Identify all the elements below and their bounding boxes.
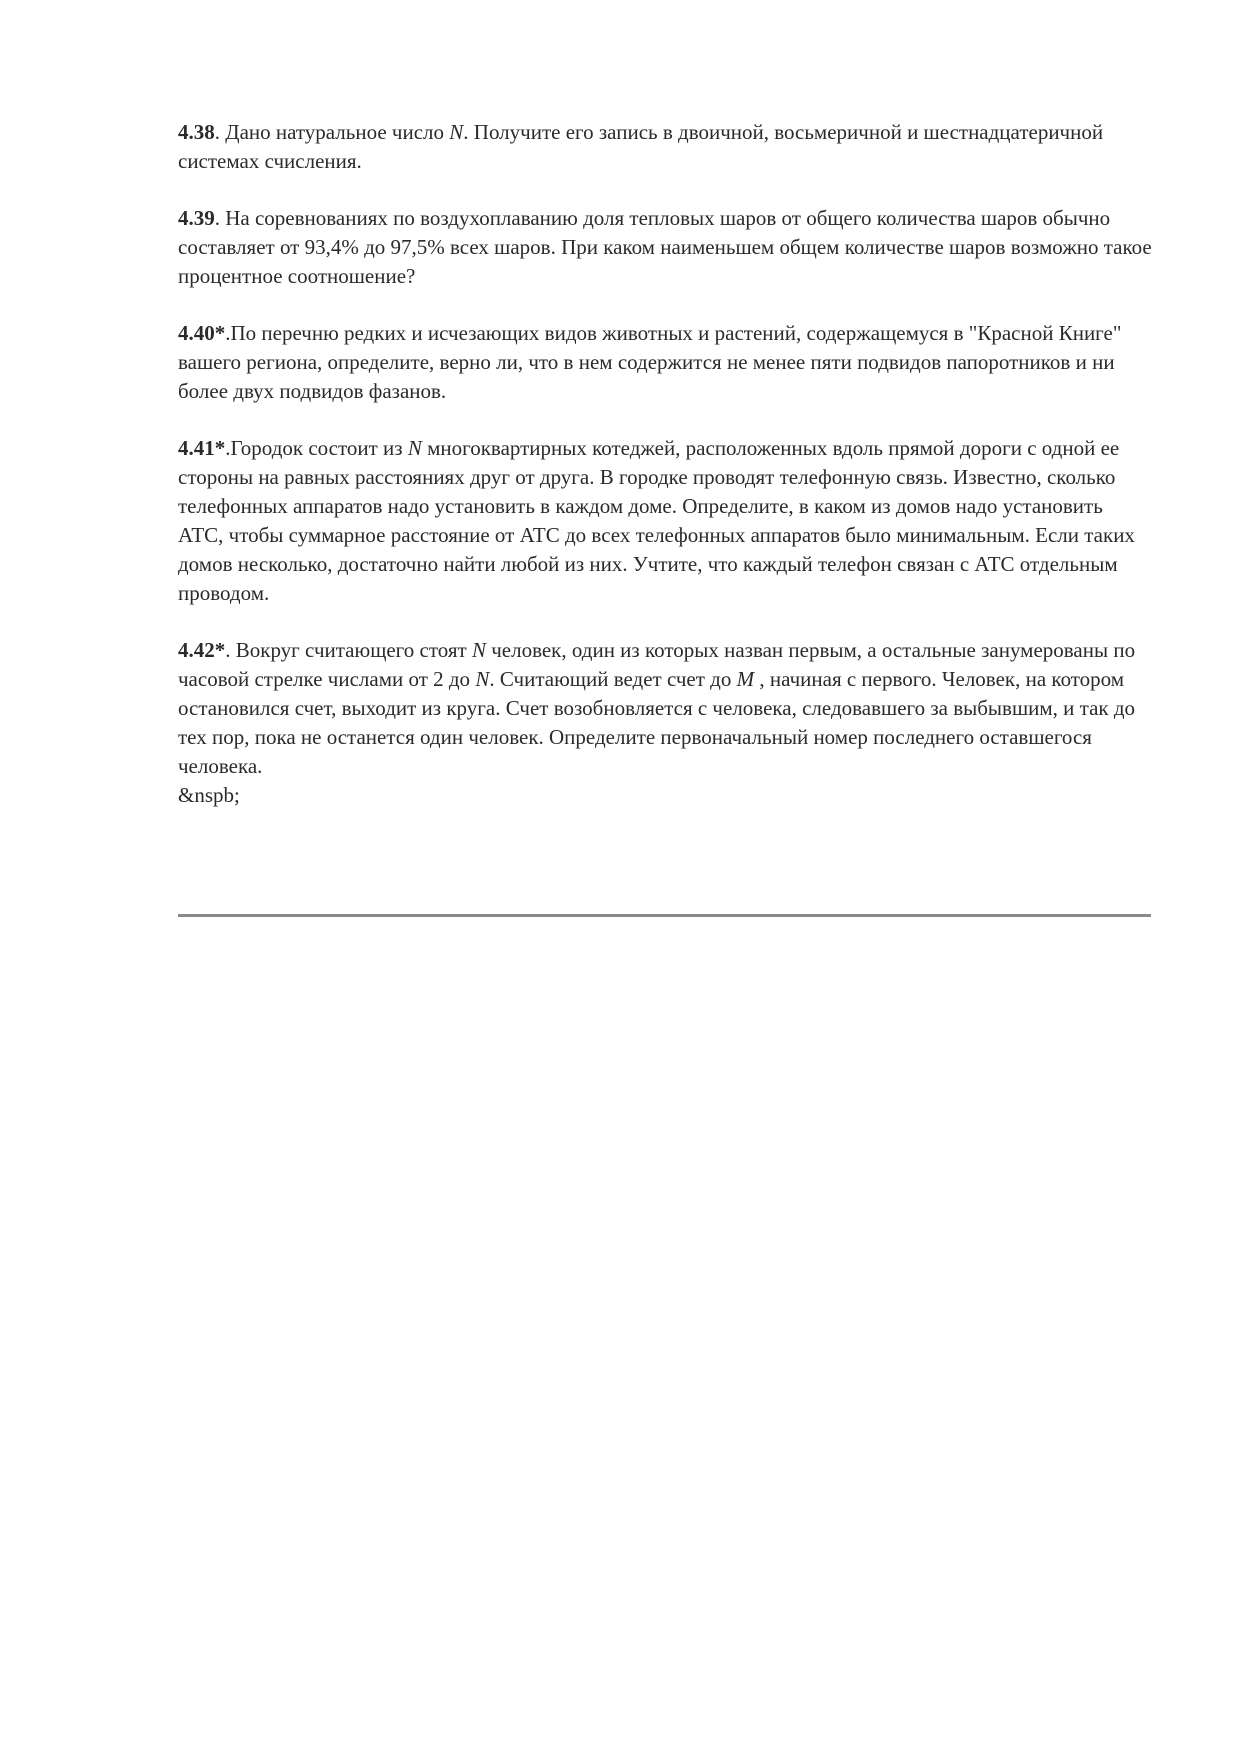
problem-text: . Вокруг считающего стоят (225, 638, 472, 662)
document-body (178, 118, 1153, 810)
problem-4-40 (178, 319, 1153, 406)
math-variable: N (471, 638, 492, 662)
problem-number: 4.39 (178, 206, 215, 230)
problem-text: . Дано натуральное число (214, 120, 450, 144)
problem-text: , начиная с первого. Человек, на котором остановился счет, выходит из круга. Счет возобновляется с человека, следовавшего за выбывшим, и так до тех пор, пока не останется один человек. Определите первоначальный номер последнего оставшегося человека. (178, 667, 1136, 778)
problem-4-39 (178, 204, 1153, 291)
math-variable: N (407, 436, 428, 460)
horizontal-rule (178, 914, 1151, 917)
problem-number: 4.38 (178, 120, 215, 144)
problem-text: . Получите его запись в двоичной, восьмеричной и шестнадцатеричной системах счисления. (178, 120, 1104, 173)
problem-4-42 (178, 636, 1153, 781)
math-variable: N (475, 667, 490, 691)
problem-4-38 (178, 118, 1153, 176)
problem-number: 4.40* (178, 321, 226, 345)
problem-text: человек, один из которых назван первым, а остальные занумерованы по часовой стрелке числами от 2 до (178, 638, 1136, 691)
problem-text: . На соревнованиях по воздухоплаванию доля тепловых шаров от общего количества шаров обычно составляет от 93,4% до 97,5% всех шаров. При каком наименьшем общем количестве шаров возможно такое процентное соотношение? (178, 206, 1152, 288)
problem-text: . Считающий ведет счет до (489, 667, 737, 691)
trailing-entity-text: &nspb; (178, 783, 240, 807)
problem-list (178, 118, 1153, 781)
problem-text: .Городок состоит из (225, 436, 408, 460)
math-variable: M (736, 667, 760, 691)
problem-number: 4.41* (178, 436, 226, 460)
math-variable: N (449, 120, 464, 144)
problem-text: многоквартирных котеджей, расположенных вдоль прямой дороги с одной ее стороны на равных расстояниях друг от друга. В городке проводят телефонную связь. Известно, сколько телефонных аппаратов надо установить в каждом доме. Определите, в каком из домов надо установить АТС, чтобы суммарное расстояние от АТС до всех телефонных аппаратов было минимальным. Если таких домов несколько, достаточно найти любой из них. Учтите, что каждый телефон связан с АТС отдельным проводом. (178, 436, 1135, 605)
problem-number: 4.42* (178, 638, 226, 662)
problem-4-41 (178, 434, 1153, 608)
problem-text: .По перечню редких и исчезающих видов животных и растений, содержащемуся в "Красной Книге" вашего региона, определите, верно ли, что в нем содержится не менее пяти подвидов папоротников и ни более двух подвидов фазанов. (178, 321, 1122, 403)
